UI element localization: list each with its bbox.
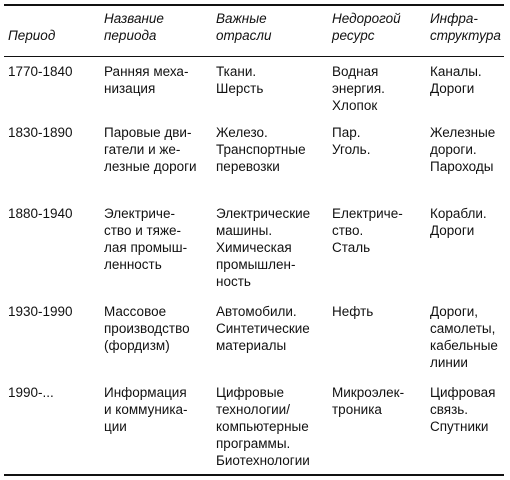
header-infrastructure: Инфра- структура <box>430 11 501 43</box>
cell-infrastructure: Корабли. Дороги <box>430 206 487 238</box>
cell-period-name: Информация и коммуника- ции <box>104 385 188 434</box>
cell-period: 1880-1940 <box>8 206 73 221</box>
cell-industries: Цифровые технологии/ компьютерные программы. Биотехнологии <box>216 385 310 468</box>
cell-resource: Микроэлек- троника <box>332 385 405 417</box>
cell-period-name: Электриче- ство и тяже- лая промыш- ленность <box>104 206 188 272</box>
table-bottom-rule <box>4 474 504 476</box>
header-industries: Важные отрасли <box>216 11 272 43</box>
header-period-name: Название периода <box>104 11 164 43</box>
cell-resource: Електриче- ство. Сталь <box>332 206 403 255</box>
cell-period: 1990-... <box>8 385 54 400</box>
cell-infrastructure: Цифровая связь. Спутники <box>430 385 496 434</box>
table-top-rule <box>4 4 504 6</box>
cell-industries: Железо. Транспортные перевозки <box>216 125 306 174</box>
cell-resource: Водная энергия. Хлопок <box>332 64 385 113</box>
cell-resource: Пар. Уголь. <box>332 125 371 157</box>
cell-industries: Ткани. Шерсть <box>216 64 264 96</box>
header-resource: Недорогой ресурс <box>332 11 401 43</box>
cell-infrastructure: Дороги, самолеты, кабельные линии <box>430 304 498 370</box>
cell-industries: Электрические машины. Химическая промышлен- ность <box>216 206 311 289</box>
cell-infrastructure: Каналы. Дороги <box>430 64 482 96</box>
header-rule <box>4 56 504 57</box>
cell-period: 1770-1840 <box>8 64 73 79</box>
header-period: Период <box>8 28 56 43</box>
cell-period-name: Массовое производство (фордизм) <box>104 304 190 353</box>
cell-period: 1830-1890 <box>8 125 73 140</box>
cell-period: 1930-1990 <box>8 304 73 319</box>
periods-table <box>4 4 504 476</box>
cell-period-name: Паровые дви- гатели и же- лезные дороги <box>104 125 197 174</box>
cell-industries: Автомобили. Синтетические материалы <box>216 304 310 353</box>
cell-infrastructure: Железные дороги. Пароходы <box>430 125 496 174</box>
cell-period-name: Ранняя меха- низация <box>104 64 189 96</box>
cell-resource: Нефть <box>332 304 374 319</box>
